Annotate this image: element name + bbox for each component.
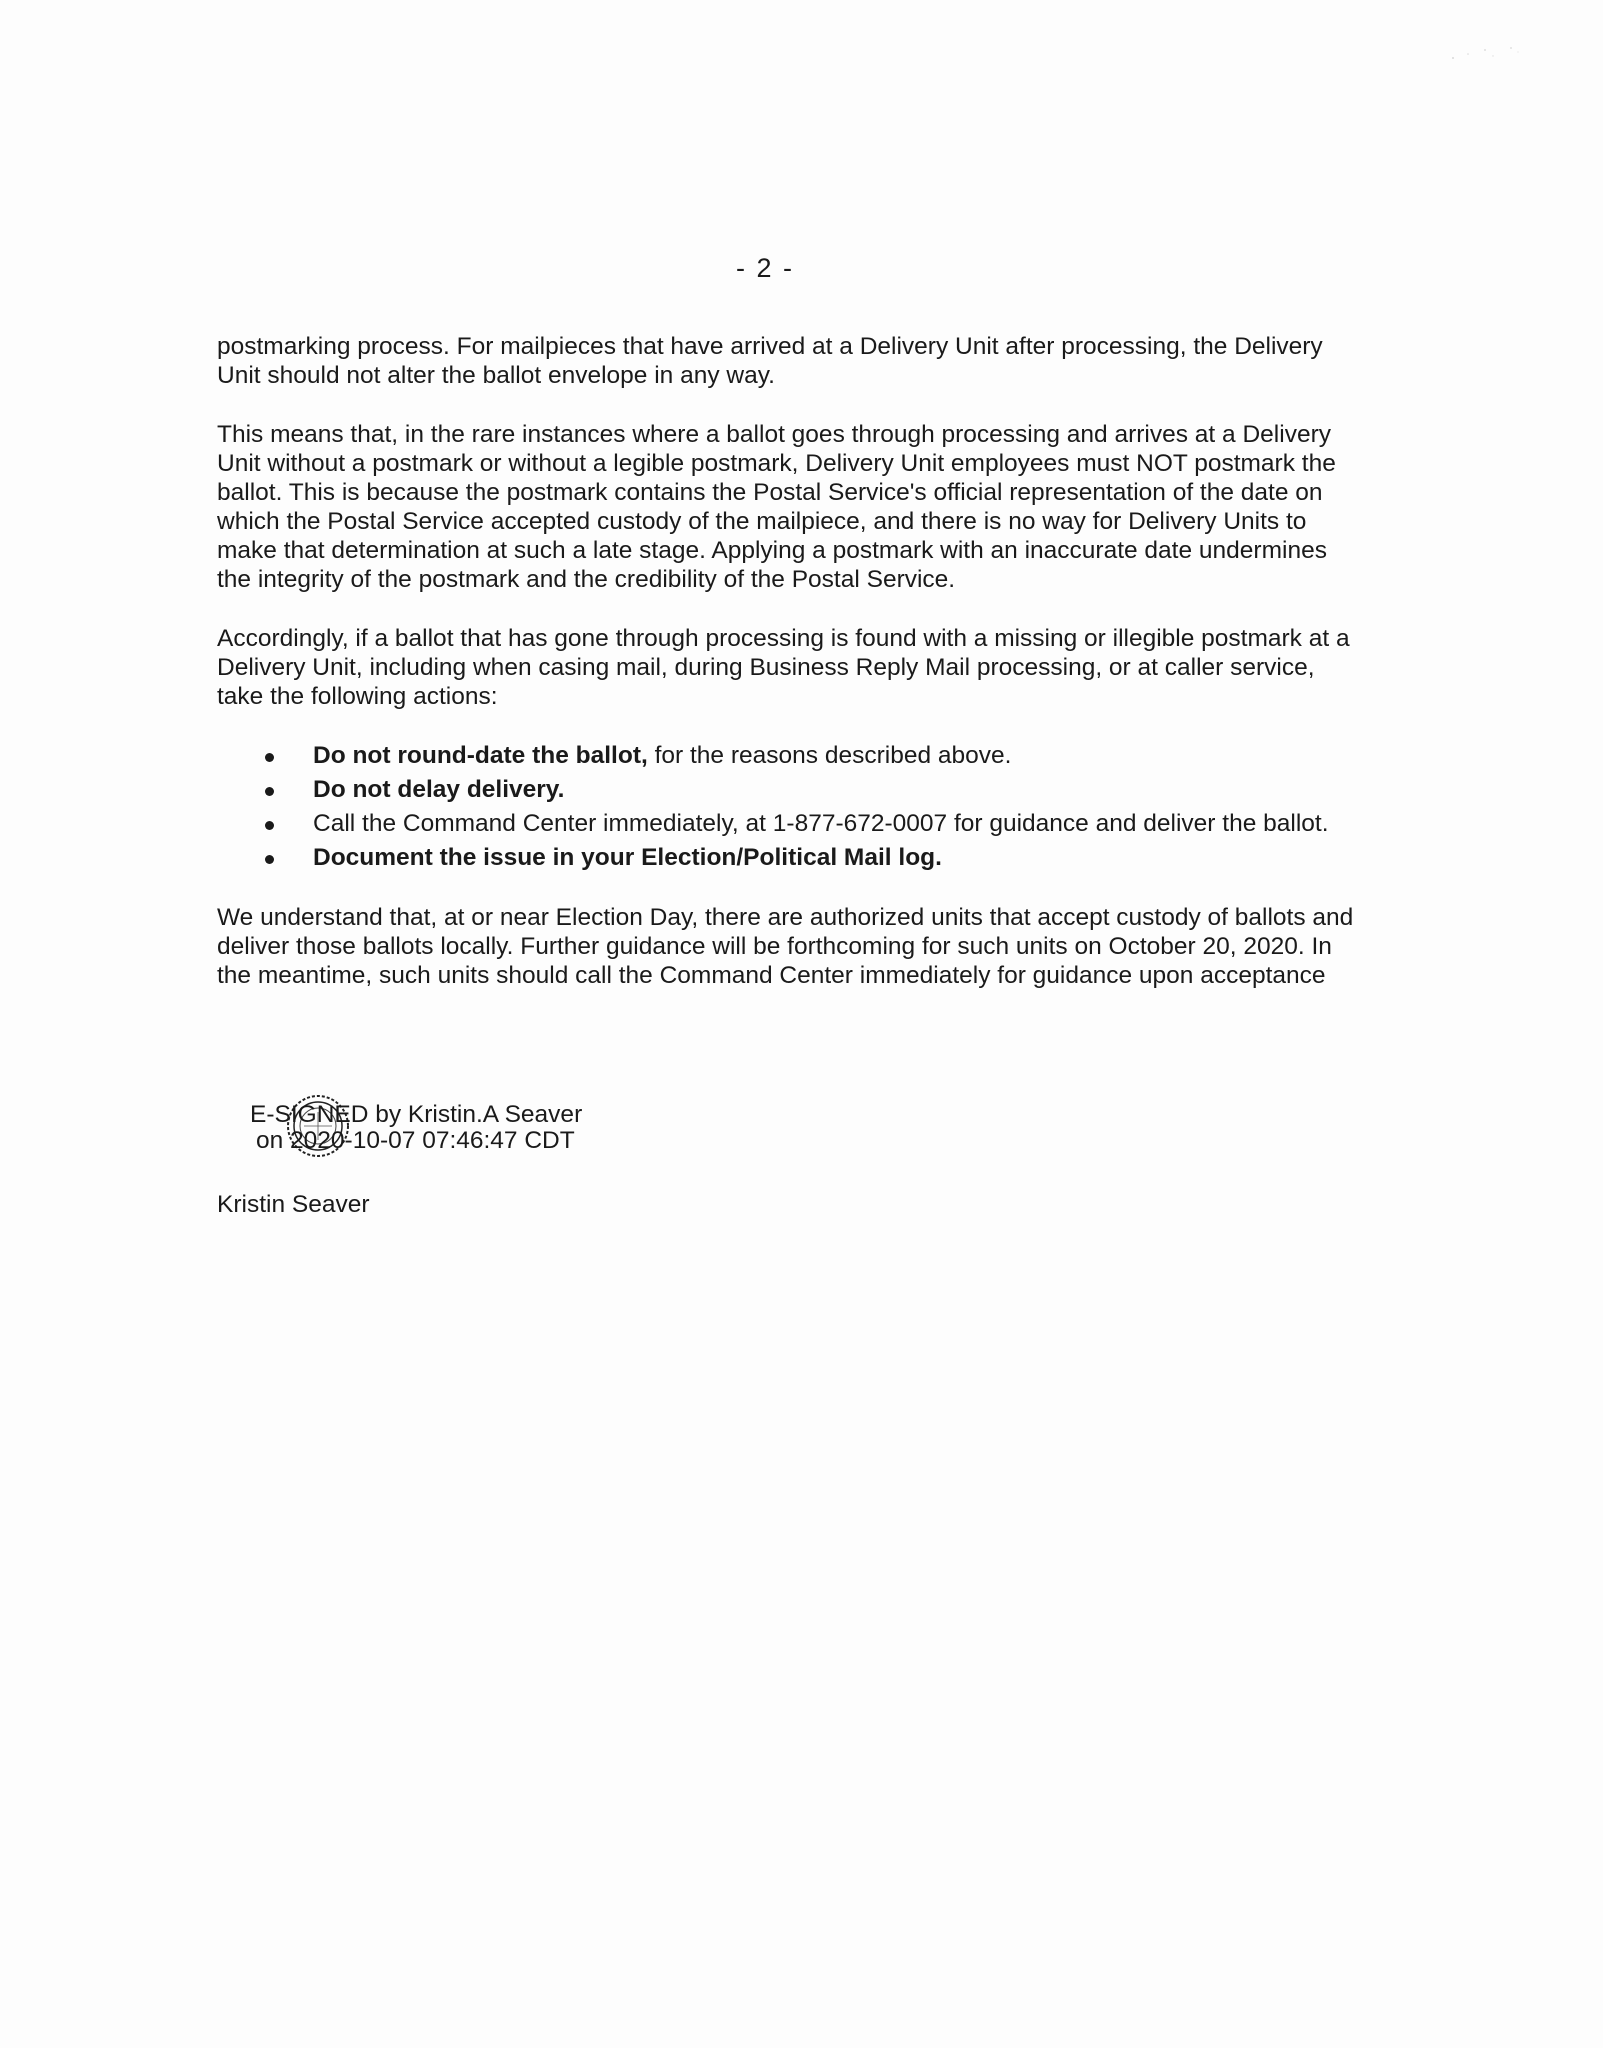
bullet-icon: [265, 787, 274, 796]
bullet-icon: [265, 855, 274, 864]
scan-artifact: [1423, 40, 1543, 70]
action-list: [217, 741, 1367, 873]
action-text: Call the Command Center immediately, at 1-877-672-0007 for guidance and deliver the ballot.: [313, 810, 1329, 837]
electronic-signature: [250, 1102, 650, 1172]
bullet-icon: [265, 753, 274, 762]
letter-body: [217, 332, 1367, 1020]
esign-line-signed-by: E-SIGNED by Kristin.A Seaver: [250, 1101, 583, 1128]
action-emphasis: Document the issue in your Election/Political Mail log.: [313, 844, 942, 871]
action-emphasis: Do not round-date the ballot,: [313, 742, 648, 769]
page-number: - 2 -: [735, 253, 794, 283]
action-list-item: [217, 741, 1367, 771]
signer-name: Kristin Seaver: [217, 1191, 370, 1218]
action-text: for the reasons described above.: [647, 742, 1012, 769]
esign-line-timestamp: on 2020-10-07 07:46:47 CDT: [256, 1127, 575, 1154]
closing-paragraph: We understand that, at or near Election Day, there are authorized units that accept custody of ballots and deliver those ballots locally. Further guidance will be forthcoming for such units on October 20, 2020. In the meantime, such units should call the Command Center immediately for guidance upon acceptance: [217, 904, 1354, 989]
paragraph: This means that, in the rare instances where a ballot goes through processing and arrives at a Delivery Unit without a postmark or without a legible postmark, Delivery Unit employees must NOT postmark the ballot. This is because the postmark contains the Postal Service's official representation of the date on which the Postal Service accepted custody of the mailpiece, and there is no way for Delivery Units to make that determination at such a late stage. Applying a postmark with an inaccurate date undermines the integrity of the postmark and the credibility of the Postal Service.: [217, 421, 1336, 593]
paragraph: Accordingly, if a ballot that has gone through processing is found with a missing or illegible postmark at a Delivery Unit, including when casing mail, during Business Reply Mail processing, or at caller service, take the following actions:: [217, 625, 1350, 710]
bullet-icon: [265, 821, 274, 830]
action-emphasis: Do not delay delivery.: [313, 776, 565, 803]
action-list-item: [217, 843, 1367, 873]
paragraph: postmarking process. For mailpieces that have arrived at a Delivery Unit after processing, the Delivery Unit should not alter the ballot envelope in any way.: [217, 333, 1323, 389]
action-list-item: [217, 809, 1367, 839]
action-list-item: [217, 775, 1367, 805]
